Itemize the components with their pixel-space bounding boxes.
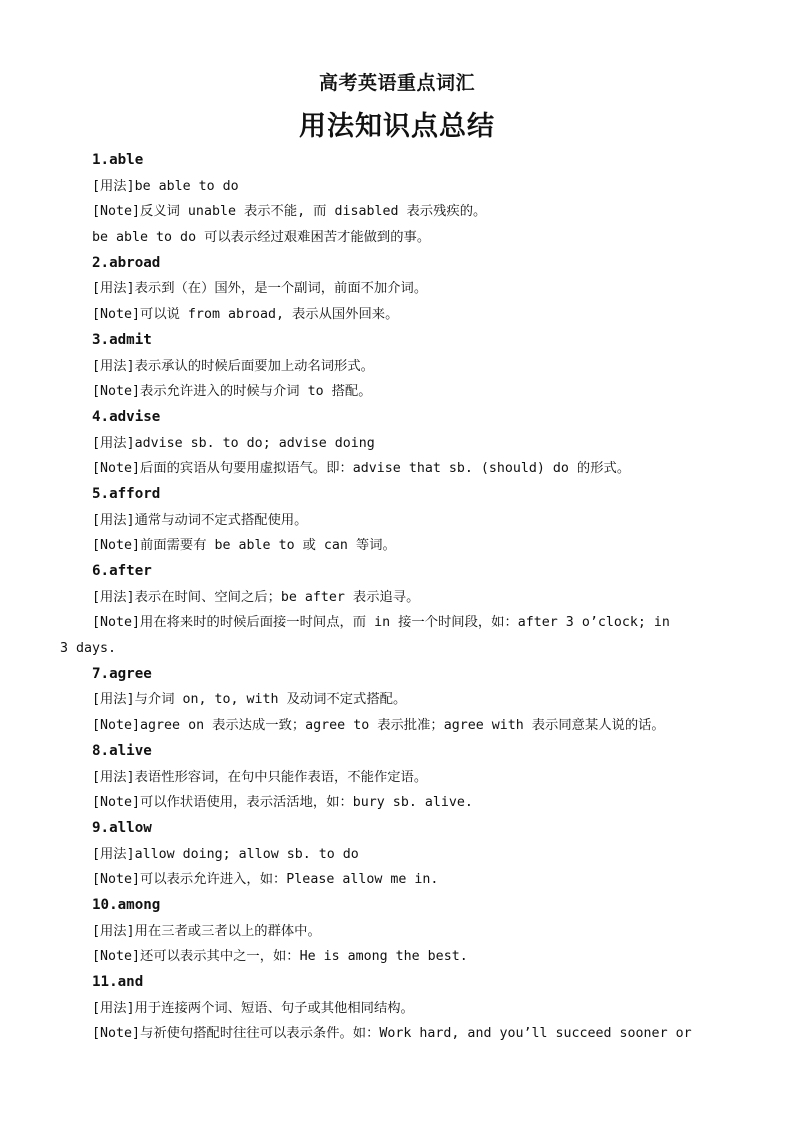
entry-usage: [用法]用于连接两个词、短语、句子或其他相同结构。 — [92, 1000, 414, 1016]
entry-note: [Note]可以说 from abroad, 表示从国外回来。 — [92, 307, 399, 323]
entry-usage: [用法]表示到（在）国外，是一个副词，前面不加介词。 — [92, 281, 428, 297]
entry-note-continuation: 3 days. — [60, 641, 117, 657]
entry-note: [Note]可以表示允许进入，如：Please allow me in. — [92, 872, 439, 888]
document-subtitle: 高考英语重点词汇 — [318, 72, 475, 94]
entry-usage: [用法]allow doing; allow sb. to do — [92, 846, 359, 862]
entry-note: [Note]后面的宾语从句要用虚拟语气。即：advise that sb. (should) do 的形式。 — [92, 461, 631, 477]
entry-heading: 5.afford — [92, 485, 161, 502]
entry-heading: 6.after — [92, 563, 152, 579]
entry-note: [Note]反义词 unable 表示不能, 而 disabled 表示残疾的。 — [92, 204, 487, 220]
entry-usage: [用法]通常与动词不定式搭配使用。 — [92, 512, 308, 528]
entry-heading: 10.among — [92, 896, 161, 913]
entry-usage: [用法]表示承认的时候后面要加上动名词形式。 — [92, 358, 374, 374]
entry-usage: [用法]表示在时间、空间之后；be after 表示追寻。 — [92, 589, 420, 605]
entry-heading: 7.agree — [92, 665, 152, 682]
entry-usage: [用法]be able to do — [92, 178, 239, 194]
entry-note: [Note]agree on 表示达成一致；agree to 表示批准；agree with 表示同意某人说的话。 — [92, 718, 665, 734]
entry-usage: [用法]用在三者或三者以上的群体中。 — [92, 923, 321, 939]
entry-heading: 4.advise — [92, 408, 161, 425]
entry-note: [Note]前面需要有 be able to 或 can 等词。 — [92, 538, 396, 554]
entry-usage: [用法]表语性形容词，在句中只能作表语，不能作定语。 — [92, 769, 428, 785]
entry-heading: 1.able — [92, 152, 144, 168]
vocabulary-list — [60, 148, 740, 1047]
document-title: 用法知识点总结 — [299, 111, 495, 142]
entry-note: [Note]表示允许进入的时候与介词 to 搭配。 — [92, 384, 372, 400]
entry-note-extra: be able to do 可以表示经过艰难困苦才能做到的事。 — [92, 230, 431, 246]
entry-heading: 2.abroad — [92, 254, 161, 271]
entry-heading: 11.and — [92, 974, 144, 990]
entry-heading: 3.admit — [92, 331, 152, 348]
entry-note: [Note]可以作状语使用，表示活活地，如：bury sb. alive. — [92, 795, 473, 811]
entry-usage: [用法]与介词 on, to, with 及动词不定式搭配。 — [92, 692, 407, 708]
entry-note: [Note]还可以表示其中之一，如：He is among the best. — [92, 949, 468, 965]
entry-heading: 9.allow — [92, 819, 152, 836]
entry-heading: 8.alive — [92, 742, 152, 759]
entry-note: [Note]用在将来时的时候后面接一时间点，而 in 接一个时间段，如：after 3 o’clock; in — [92, 615, 670, 631]
entry-note: [Note]与祈使句搭配时往往可以表示条件。如：Work hard, and you’ll succeed sooner or — [92, 1026, 692, 1042]
entry-usage: [用法]advise sb. to do; advise doing — [92, 435, 375, 451]
